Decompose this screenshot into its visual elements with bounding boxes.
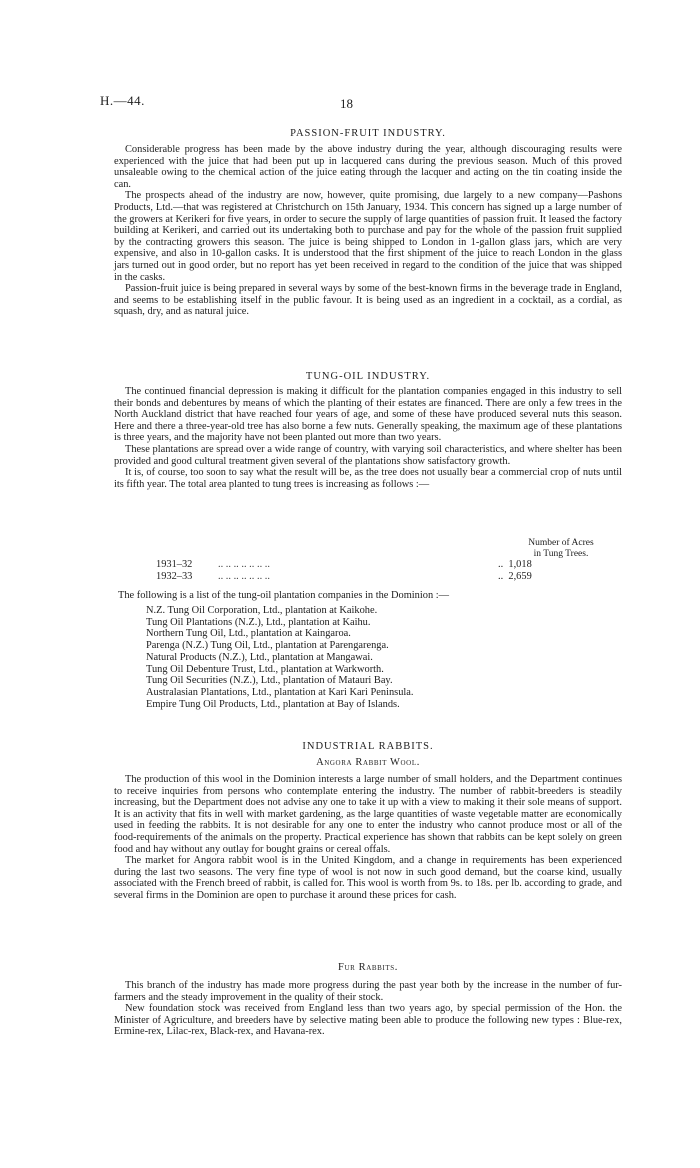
table-year: 1932–33 [156, 571, 193, 582]
list-item: Northern Tung Oil, Ltd., plantation at Kaingaroa. [146, 628, 351, 640]
report-reference: H.—44. [100, 93, 145, 108]
tung-oil-section [114, 370, 622, 490]
section-title-industrial-rabbits: INDUSTRIAL RABBITS. [302, 741, 434, 752]
table-acres: .. 2,659 [498, 571, 532, 582]
fur-rabbits-section [114, 961, 622, 1038]
subsection-title-fur-rabbits: Fur Rabbits. [338, 962, 398, 973]
list-item: Natural Products (N.Z.), Ltd., plantation at Mangawai. [146, 651, 373, 663]
leader-dots: .. .. .. .. .. .. .. [218, 559, 270, 570]
list-item: Tung Oil Debenture Trust, Ltd., plantation at Warkworth. [146, 663, 384, 675]
industrial-rabbits-section [114, 740, 622, 902]
table-year: 1931–32 [156, 559, 193, 570]
paragraph: New foundation stock was received from England less than two years ago, by special permission of the Hon. the Minister of Agriculture, and breeders have by selective mating been able to produce the following new types : Blue-rex, Ermine-rex, Lilac-rex, Black-rex, and Havana-rex. [114, 1003, 622, 1038]
list-item: Tung Oil Securities (N.Z.), Ltd., plantation of Matauri Bay. [146, 675, 393, 687]
paragraph: The continued financial depression is making it difficult for the plantation companies engaged in this industry to sell their bonds and debentures by means of which the planting of their estates are financed. There are only a few trees in the North Auckland district that have reached four years of age, and some of these have produced several nuts this season. Here and there a three-year-old tree has also borne a few nuts. Generally speaking, the maximum age of these plantations is three years, and the majority have not been planted out more than two years. [114, 386, 622, 444]
list-item: Empire Tung Oil Products, Ltd., plantation at Bay of Islands. [146, 698, 400, 710]
list-item: N.Z. Tung Oil Corporation, Ltd., plantation at Kaikohe. [146, 605, 378, 616]
list-item: Parenga (N.Z.) Tung Oil, Ltd., plantation at Parengarenga. [146, 640, 389, 652]
section-title-passion-fruit: PASSION-FRUIT INDUSTRY. [290, 128, 446, 139]
paragraph: These plantations are spread over a wide range of country, with varying soil characteristics, and where shelter has been provided and good cultural treatment given several of the plantations show satisfactory growth. [114, 443, 622, 467]
paragraph: The market for Angora rabbit wool is in the United Kingdom, and a change in requirements has been experienced during the last two seasons. The very fine type of wool is not now in such good demand, but the coarse kind, usually associated with the French breed of rabbit, is called for. This wool is worth from 9s. to 18s. per lb. according to grade, and several firms in the Dominion are open to purchase it around these prices for cash. [114, 855, 622, 901]
table-row [156, 559, 624, 571]
paragraph: Considerable progress has been made by the above industry during the year, although discouraging results were experienced with the juice that had been put up in lacquered cans during the previous season. Much of this proved unsaleable owing to the chemical action of the juice eating through the lacquer and acting on the tin coating inside the can. [114, 144, 622, 190]
page-number: 18 [340, 96, 353, 111]
passion-fruit-section [114, 127, 622, 318]
company-list [146, 605, 414, 710]
list-intro: The following is a list of the tung-oil plantation companies in the Dominion :— [118, 590, 450, 601]
paragraph: This branch of the industry has made more progress during the past year both by the increase in the number of fur-farmers and the steady improvement in the quality of their stock. [114, 980, 622, 1003]
section-title-tung-oil: TUNG-OIL INDUSTRY. [305, 371, 431, 382]
table-row [156, 571, 624, 583]
leader-dots: .. .. .. .. .. .. .. [218, 571, 270, 582]
subsection-title-angora: Angora Rabbit Wool. [316, 757, 420, 768]
paragraph: The production of this wool in the Dominion interests a large number of small holders, and the Department continues to receive inquiries from persons who contemplate entering the industry. The number of rabbit-breeders is steadily increasing, but the Department does not advise any one to take it up with a view to making it their sole means of support. It is an activity that fits in well with market gardening, as the large quantities of waste vegetable matter are economically used in feeding the rabbits. It is not desirable for any one to enter the industry who cannot produce most or all of the food-requirements of the animals on the property. Practical experience has shown that rabbits can be kept solely on green food and hay without any outlay for bought grains or cereal offals. [114, 774, 622, 855]
tung-acreage-table [156, 538, 624, 588]
list-item: Australasian Plantations, Ltd., plantation at Kari Kari Peninsula. [146, 686, 414, 698]
list-item: Tung Oil Plantations (N.Z.), Ltd., plantation at Kaihu. [146, 616, 371, 628]
paragraph: It is, of course, too soon to say what the result will be, as the tree does not usually bear a commercial crop of nuts until its fifth year. The total area planted to tung trees is increasing as follows :— [114, 467, 622, 490]
table-acres: .. 1,018 [498, 559, 532, 570]
paragraph: Passion-fruit juice is being prepared in several ways by some of the best-known firms in the beverage trade in England, and seems to be establishing itself in the public favour. It is being used as an ingredient in a cocktail, as a cordial, as squash, dry, and as natural juice. [114, 283, 622, 318]
table-column-header: Number of Acres in Tung Trees. [528, 538, 594, 559]
paragraph: The prospects ahead of the industry are now, however, quite promising, due largely to a new company—Pashons Products, Ltd.—that was registered at Christchurch on 15th January, 1934. This concern has signed up a large number of the growers at Kerikeri for five years, in order to secure the supply of large quantities of passion fruit. It leased the factory building at Kerikeri, and carried out its undertaking both to purchase and pay for the whole of the passion fruit supplied by the contracting growers this season. The juice is being shipped to London in 1-gallon glass jars, which are very expensive, and also in 10-gallon casks. It is understood that the first shipment of the juice to reach London in the glass jars turned out in good order, but no report has yet been received in regard to the condition of the juice that was shipped in the casks. [114, 190, 622, 283]
